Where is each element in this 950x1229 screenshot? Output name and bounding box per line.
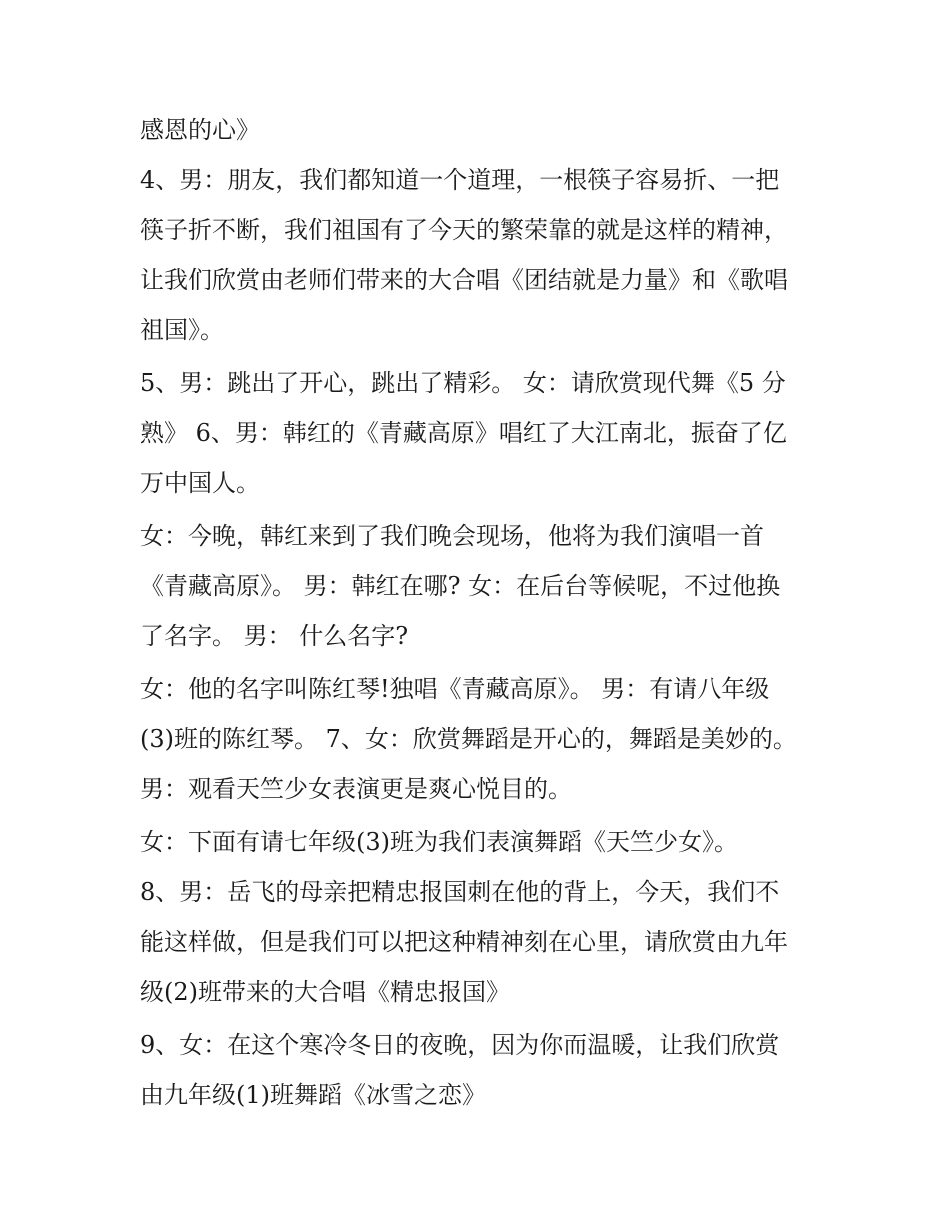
text-line: 能这样做，但是我们可以把这种精神刻在心里，请欣赏由九年 (140, 928, 788, 956)
text-line: (3)班的陈红琴。 7、女：欣赏舞蹈是开心的，舞蹈是美妙的。 (140, 725, 797, 753)
text-line: 了名字。 男： 什么名字? (140, 622, 409, 650)
text-line: 级(2)班带来的大合唱《精忠报国》 (140, 978, 510, 1006)
text-line: 由九年级(1)班舞蹈《冰雪之恋》 (140, 1081, 486, 1109)
text-line: 男：观看天竺少女表演更是爽心悦目的。 (140, 775, 572, 803)
text-line: 9、女：在这个寒冷冬日的夜晚，因为你而温暖，让我们欣赏 (140, 1031, 780, 1059)
text-line: 8、男：岳飞的母亲把精忠报国刺在他的背上，今天，我们不 (140, 878, 780, 906)
text-line: 4、男：朋友，我们都知道一个道理，一根筷子容易折、一把 (140, 166, 780, 194)
text-line: 《青藏高原》。 男：韩红在哪? 女：在后台等候呢，不过他换 (140, 572, 781, 600)
text-line: 熟》 6、男：韩红的《青藏高原》唱红了大江南北，振奋了亿 (140, 419, 787, 447)
text-line: 万中国人。 (140, 469, 260, 497)
text-line: 感恩的心》 (140, 116, 260, 144)
text-line: 5、男：跳出了开心，跳出了精彩。 女：请欣赏现代舞《5 分 (140, 369, 786, 397)
text-line: 女：今晚，韩红来到了我们晚会现场，他将为我们演唱一首 (140, 522, 764, 550)
text-line: 女：他的名字叫陈红琴!独唱《青藏高原》。 男：有请八年级 (140, 675, 770, 703)
text-line: 祖国》。 (140, 316, 224, 344)
text-line: 让我们欣赏由老师们带来的大合唱《团结就是力量》和《歌唱 (140, 266, 788, 294)
text-line: 筷子折不断，我们祖国有了今天的繁荣靠的就是这样的精神， (140, 216, 788, 244)
text-line: 女：下面有请七年级(3)班为我们表演舞蹈《天竺少女》。 (140, 828, 738, 856)
